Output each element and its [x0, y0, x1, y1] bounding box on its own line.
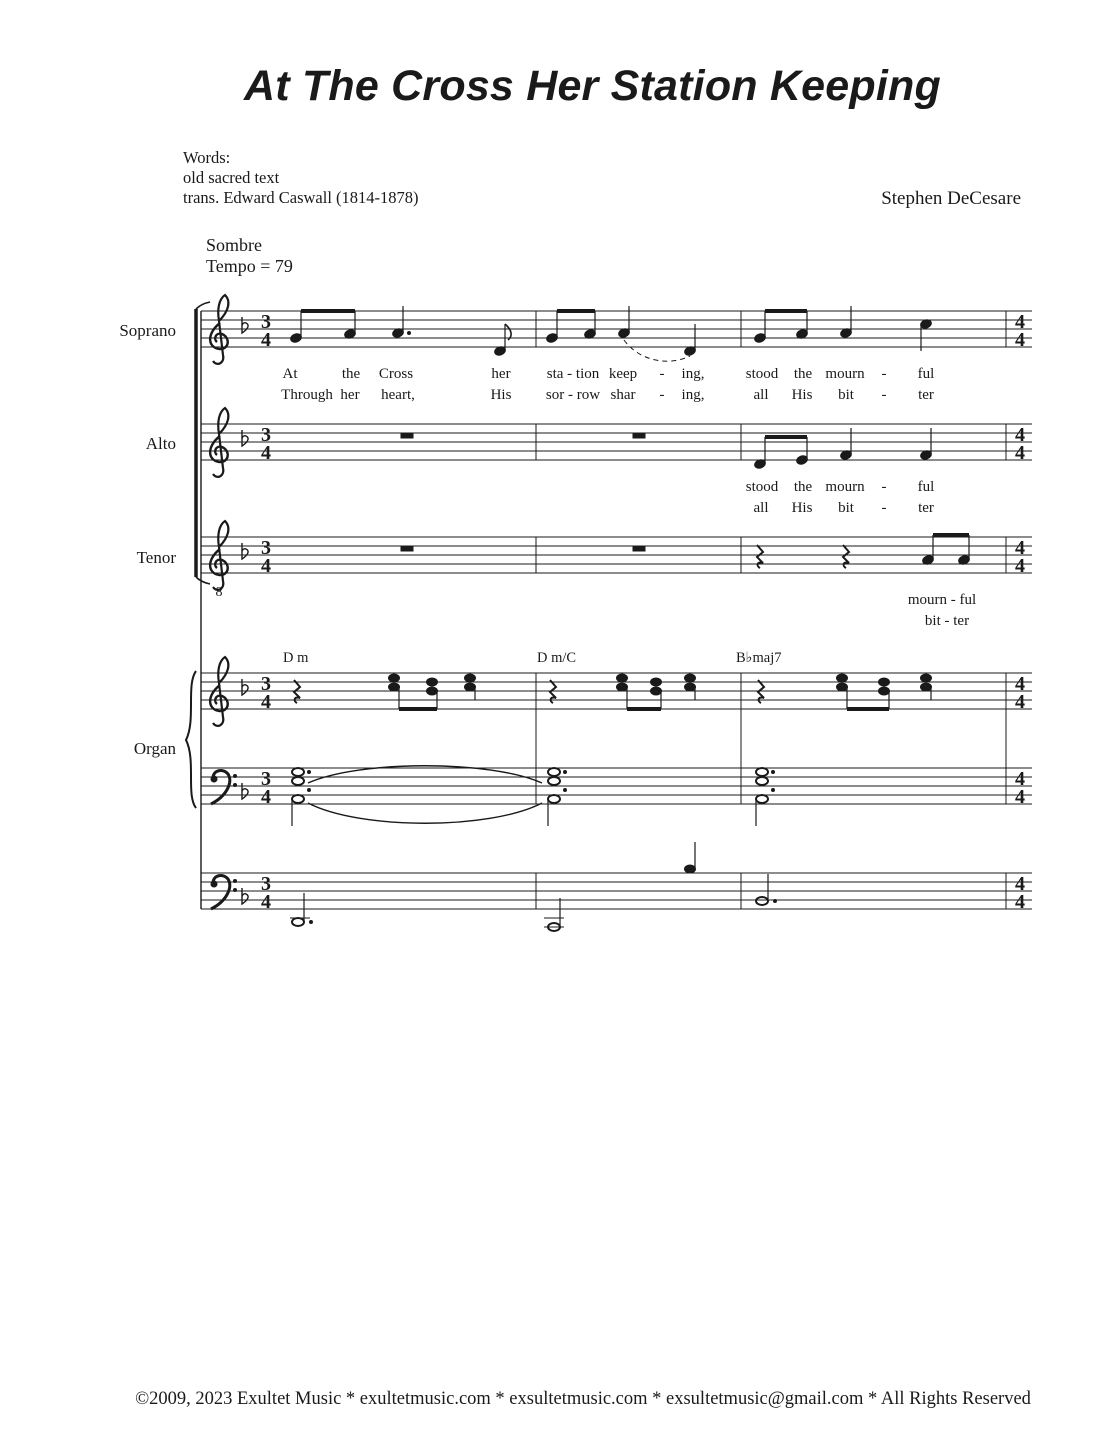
svg-text:4: 4: [1015, 537, 1025, 559]
svg-text:4: 4: [1015, 873, 1025, 895]
svg-text:4: 4: [1015, 673, 1025, 695]
lyric-syllable: -: [659, 387, 665, 403]
lyric-syllable: stood: [745, 479, 779, 495]
lyric-syllable: all: [753, 387, 769, 403]
pedal-notes: [290, 842, 777, 931]
tenor-staff: [201, 537, 1032, 573]
part-label-organ: Organ: [133, 739, 176, 758]
lyric-syllable: stood: [745, 366, 779, 382]
svg-text:4: 4: [1015, 691, 1025, 713]
organ-lh-notes: [292, 766, 775, 826]
lyric-syllable: mourn: [825, 479, 865, 495]
chord-symbol: D m: [283, 650, 309, 666]
svg-text:4: 4: [261, 442, 271, 464]
svg-text:3: 3: [261, 424, 271, 446]
composer-credit: Stephen DeCesare: [881, 188, 1021, 209]
lyric-syllable: sor - row: [545, 387, 601, 403]
lyric-syllable: -: [659, 366, 665, 382]
lyric-syllable: At: [282, 366, 298, 382]
lyric-syllable: mourn: [825, 366, 865, 382]
lyric-syllable: -: [881, 387, 887, 403]
lyric-syllable: bit: [838, 500, 854, 516]
lyric-syllable: -: [881, 500, 887, 516]
lyric-syllable: bit: [838, 387, 854, 403]
lyric-syllable: her: [340, 387, 360, 403]
lyric-syllable: ter: [918, 500, 934, 516]
lyric-syllable: ful: [917, 479, 935, 495]
lyric-syllable: His: [791, 387, 813, 403]
alto-staff: [201, 424, 1032, 460]
svg-text:4: 4: [1015, 329, 1025, 351]
tenor-octave-mark: 8: [215, 585, 223, 600]
chord-symbol: D m/C: [537, 650, 577, 666]
svg-text:4: 4: [261, 329, 271, 351]
score-title: At The Cross Her Station Keeping: [244, 62, 941, 110]
lyric-syllable: ing,: [681, 366, 705, 382]
svg-text:3: 3: [261, 673, 271, 695]
svg-text:3: 3: [261, 768, 271, 790]
svg-text:3: 3: [261, 537, 271, 559]
lyric-syllable: the: [793, 366, 813, 382]
svg-text:4: 4: [261, 555, 271, 577]
lyric-syllable: her: [491, 366, 511, 382]
part-label-tenor: Tenor: [136, 548, 176, 567]
svg-text:4: 4: [261, 691, 271, 713]
words-translator: trans. Edward Caswall (1814-1878): [183, 188, 419, 207]
svg-text:4: 4: [1015, 786, 1025, 808]
svg-text:4: 4: [261, 891, 271, 913]
copyright-footer: ©2009, 2023 Exultet Music * exultetmusic.com * exsultetmusic.com * exsultetmusic@gmail.com * All Rights Reserved: [135, 1389, 1031, 1409]
lyric-syllable: the: [793, 479, 813, 495]
tempo-value: Tempo = 79: [206, 256, 293, 276]
lyric-syllable: His: [490, 387, 512, 403]
lyric-syllable: the: [341, 366, 361, 382]
svg-text:4: 4: [1015, 311, 1025, 333]
part-label-soprano: Soprano: [119, 321, 176, 340]
tenor-notes: [401, 535, 971, 568]
svg-text:4: 4: [1015, 424, 1025, 446]
lyric-syllable: all: [753, 500, 769, 516]
svg-text:4: 4: [1015, 768, 1025, 790]
pedal-staff: [201, 873, 1032, 909]
organ-lh-staff: [201, 768, 1032, 804]
part-label-alto: Alto: [145, 434, 176, 453]
alto-notes: [401, 428, 933, 470]
lyric-syllable: ing,: [681, 387, 705, 403]
lyric-syllable: Through: [281, 387, 333, 403]
svg-text:4: 4: [261, 786, 271, 808]
lyric-syllable: Cross: [378, 366, 414, 382]
soprano-notes: [289, 306, 932, 361]
svg-text:4: 4: [1015, 442, 1025, 464]
words-source: old sacred text: [183, 168, 280, 187]
lyric-syllable: His: [791, 500, 813, 516]
chord-symbol: B♭maj7: [736, 650, 782, 666]
lyric-syllable: sta - tion: [546, 366, 600, 382]
lyric-syllable: shar: [610, 387, 636, 403]
svg-text:3: 3: [261, 311, 271, 333]
lyric-syllable: ter: [918, 387, 934, 403]
soprano-staff: [201, 311, 1032, 347]
svg-text:4: 4: [1015, 891, 1025, 913]
svg-text:3: 3: [261, 873, 271, 895]
lyric-syllable: ful: [917, 366, 935, 382]
words-label: Words:: [183, 148, 231, 167]
lyric-syllable: bit - ter: [924, 613, 970, 629]
lyric-syllable: -: [881, 479, 887, 495]
lyric-syllable: keep: [608, 366, 638, 382]
tempo-character: Sombre: [206, 235, 262, 255]
lyric-syllable: -: [881, 366, 887, 382]
lyric-syllable: heart,: [381, 387, 415, 403]
lyric-syllable: mourn - ful: [907, 592, 977, 608]
svg-text:4: 4: [1015, 555, 1025, 577]
